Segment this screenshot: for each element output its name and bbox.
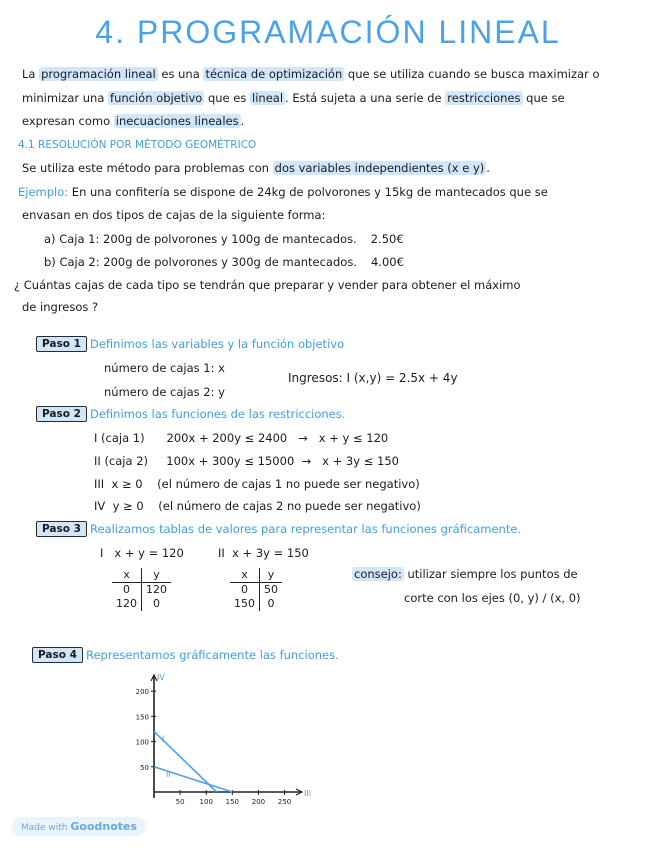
values-table-2 (230, 568, 282, 611)
section-heading: 4.1 RESOLUCIÓN POR MÉTODO GEOMÉTRICO (18, 139, 257, 151)
table-header: x y (112, 568, 171, 583)
paso-2-badge: Paso 2 (36, 406, 87, 422)
paso-2-heading: Definimos las funciones de las restricciones. (90, 407, 346, 421)
table-row: 150 0 (230, 597, 282, 611)
objective-function: Ingresos: I (x,y) = 2.5x + 4y (288, 371, 458, 385)
paso-4-heading: Representamos gráficamente las funciones. (86, 648, 339, 662)
table-row: 120 0 (112, 597, 171, 611)
example-question-2: de ingresos ? (22, 300, 99, 314)
paso-1-badge: Paso 1 (36, 336, 87, 352)
restriction-1: I (caja 1) 200x + 200y ≤ 2400 → x + y ≤ 120 (94, 431, 389, 445)
table-row: 0 50 (230, 583, 282, 598)
x-tick-label: 100 (199, 798, 213, 806)
intro-line-2: minimizar una función objetivo que es lineal . Está sujeta a una serie de restricciones que se (22, 91, 565, 105)
x-tick-label: 150 (225, 798, 240, 806)
table-header: x y (230, 568, 282, 583)
y-tick-label: 200 (135, 688, 149, 697)
tip-line-1: consejo: utilizar siempre los puntos de (354, 567, 578, 581)
example-line-1: Ejemplo: En una confitería se dispone de 24kg de polvorones y 15kg de mantecados que se (18, 185, 548, 199)
restriction-4: IV y ≥ 0 (el número de cajas 2 no puede ser negativo) (94, 499, 421, 513)
series-label-II: II (166, 769, 171, 779)
paso-4-badge: Paso 4 (32, 647, 83, 663)
x-axis-label: III (304, 789, 312, 798)
table-1-equation: I x + y = 120 (100, 546, 184, 560)
example-option-b: b) Caja 2: 200g de polvorones y 300g de mantecados. 4.00€ (44, 255, 404, 269)
paso-3-heading: Realizamos tablas de valores para representar las funciones gráficamente. (90, 522, 522, 536)
y-tick-label: 150 (135, 713, 149, 722)
y-axis-label: IV (157, 673, 165, 682)
page-title: 4. PROGRAMACIÓN LINEAL (95, 14, 561, 50)
x-tick-label: 200 (251, 798, 266, 806)
variable-x: número de cajas 1: x (104, 361, 225, 375)
series-label-I: I (162, 734, 165, 744)
variable-y: número de cajas 2: y (104, 385, 225, 399)
table-row: 0 120 (112, 583, 171, 598)
x-tick-label: 50 (175, 798, 185, 806)
constraints-chart (120, 670, 310, 810)
paso-3-badge: Paso 3 (36, 521, 87, 537)
y-tick-label: 50 (140, 763, 149, 772)
y-tick-label: 100 (135, 738, 149, 747)
restriction-3: III x ≥ 0 (el número de cajas 1 no puede ser negativo) (94, 477, 420, 491)
restriction-2: II (caja 2) 100x + 300y ≤ 15000 → x + 3y ≤ 150 (94, 454, 399, 468)
example-option-a: a) Caja 1: 200g de polvorones y 100g de mantecados. 2.50€ (44, 232, 404, 246)
example-question-1: ¿ Cuántas cajas de cada tipo se tendrán que preparar y vender para obtener el máximo (14, 278, 521, 292)
x-tick-label: 250 (277, 798, 292, 806)
paso-1-heading: Definimos las variables y la función objetivo (90, 337, 345, 351)
method-line: Se utiliza este método para problemas con dos variables independientes (x e y) . (22, 161, 490, 175)
made-with-goodnotes-badge: Made with Goodnotes (12, 817, 146, 836)
table-2-equation: II x + 3y = 150 (218, 546, 309, 560)
intro-line-1: La programación lineal es una técnica de optimización que se utiliza cuando se busca maximizar o (22, 67, 600, 81)
values-table-1 (112, 568, 171, 611)
example-line-2: envasan en dos tipos de cajas de la siguiente forma: (22, 208, 326, 222)
intro-line-3: expresan como inecuaciones lineales . (22, 114, 245, 128)
tip-line-2: corte con los ejes (0, y) / (x, 0) (404, 591, 581, 605)
